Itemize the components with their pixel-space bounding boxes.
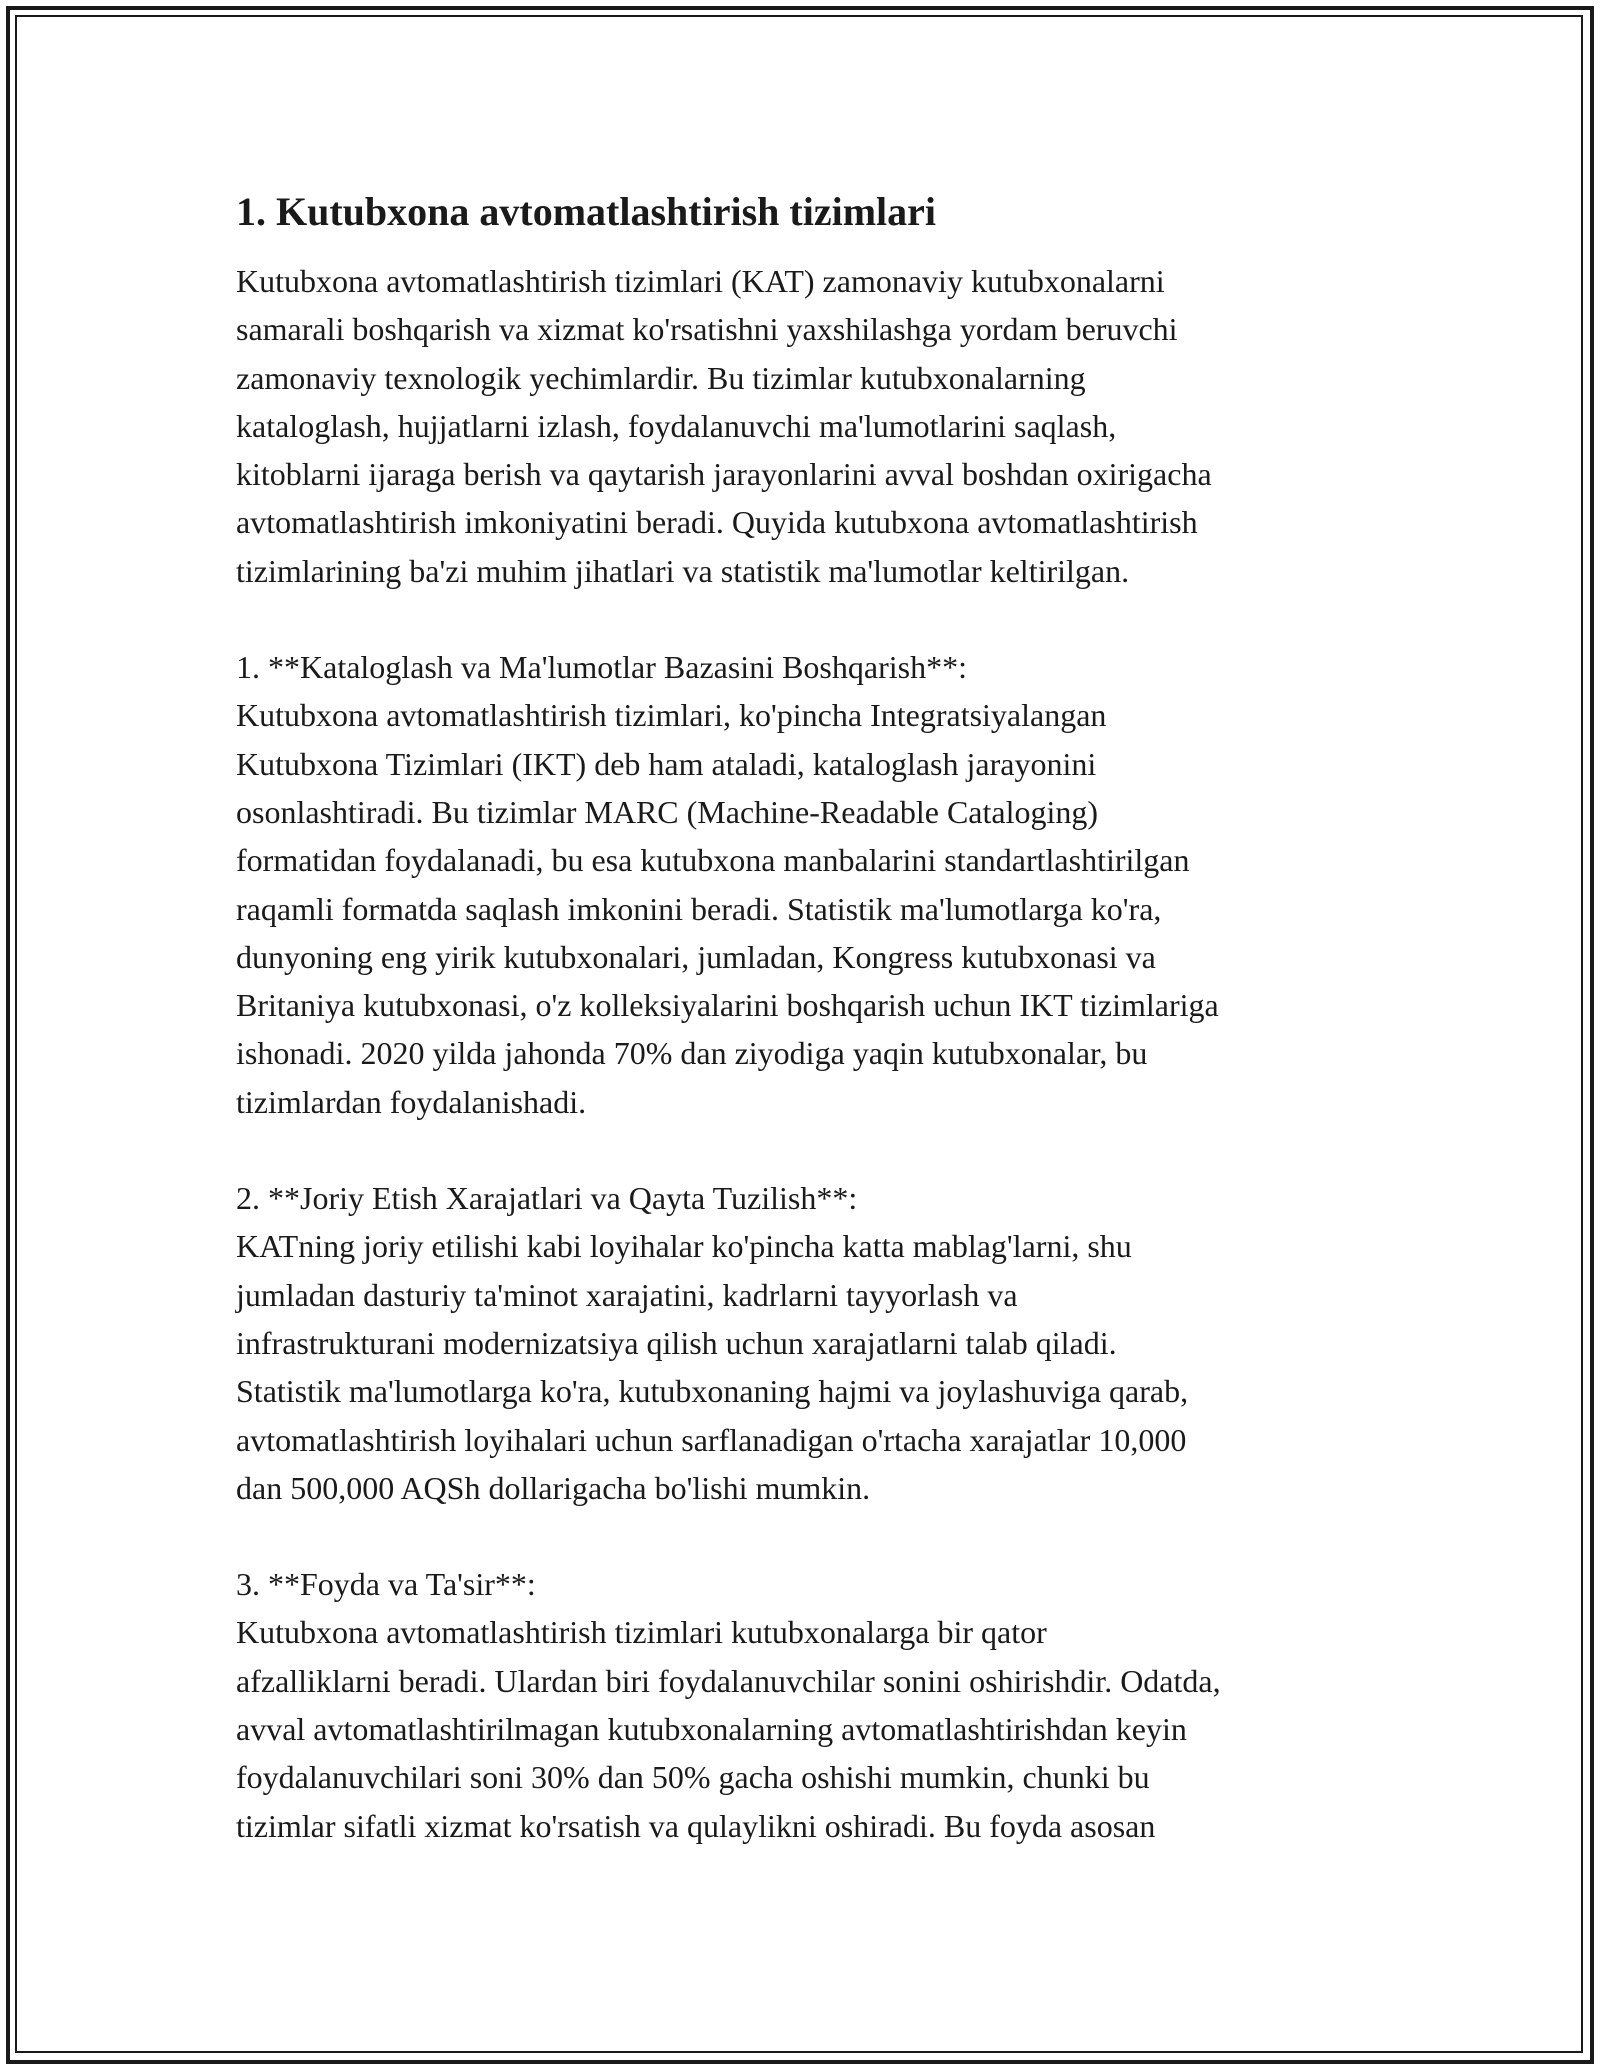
section-benefits bbox=[236, 1560, 1376, 1850]
section-heading: 1. **Kataloglash va Ma'lumotlar Bazasini Boshqarish**: bbox=[236, 649, 967, 686]
intro-paragraph: Kutubxona avtomatlashtirish tizimlari (KAT) zamonaviy kutubxonalarni samarali boshqarish va xizmat ko'rsatishni yaxshilashga yordam beruvchi zamonaviy texnologik yechimlardir. Bu tizimlar kutubxonalarning kataloglash, hujjatlarni izlash, foydalanuvchi ma'lumotlarini saqlash, kitoblarni ijaraga berish va qaytarish jarayonlarini avval boshdan oxirigacha avtomatlashtirish imkoniyatini beradi. Quyida kutubxona avtomatlashtirish tizimlarining ba'zi muhim jihatlari va statistik ma'lumotlar keltirilgan. bbox=[236, 263, 1212, 589]
section-body: Kutubxona avtomatlashtirish tizimlari kutubxonalarga bir qator afzalliklarni beradi. Ulardan biri foydalanuvchilar sonini oshirishdir. Odatda, avval avtomatlashtirilmagan kutubxonalarning avtomatlashtirishdan keyin foydalanuvchilari soni 30% dan 50% gacha oshishi mumkin, chunki bu tizimlar sifatli xizmat ko'rsatish va qulaylikni oshiradi. Bu foyda asosan bbox=[236, 1614, 1221, 1844]
section-body: KATning joriy etilishi kabi loyihalar ko'pincha katta mablag'larni, shu jumladan dasturiy ta'minot xarajatini, kadrlarni tayyorlash va infrastrukturani modernizatsiya qilish uchun xarajatlarni talab qiladi. Statistik ma'lumotlarga ko'ra, kutubxonaning hajmi va joylashuviga qarab, avtomatlashtirish loyihalari uchun sarflanadigan o'rtacha xarajatlar 10,000 dan 500,000 AQSh dollarigacha bo'lishi mumkin. bbox=[236, 1228, 1189, 1506]
section-costs bbox=[236, 1174, 1376, 1512]
section-body: Kutubxona avtomatlashtirish tizimlari, ko'pincha Integratsiyalangan Kutubxona Tizimlari (IKT) deb ham ataladi, kataloglash jarayonini osonlashtiradi. Bu tizimlar MARC (Machine-Readable Cataloging) formatidan foydalanadi, bu esa kutubxona manbalarini standartlashtirilgan raqamli formatda saqlash imkonini beradi. Statistik ma'lumotlarga ko'ra, dunyoning eng yirik kutubxonalari, jumladan, Kongress kutubxonasi va Britaniya kutubxonasi, o'z kolleksiyalarini boshqarish uchun IKT tizimlariga ishonadi. 2020 yilda jahonda 70% dan ziyodiga yaqin kutubxonalar, bu tizimlardan foydalanishadi. bbox=[236, 697, 1219, 1120]
document-page bbox=[236, 186, 1376, 1850]
section-heading: 3. **Foyda va Ta'sir**: bbox=[236, 1566, 536, 1603]
section-heading: 2. **Joriy Etish Xarajatlari va Qayta Tuzilish**: bbox=[236, 1180, 858, 1217]
section-cataloging bbox=[236, 643, 1376, 1126]
document-title: 1. Kutubxona avtomatlashtirish tizimlari bbox=[236, 189, 937, 234]
